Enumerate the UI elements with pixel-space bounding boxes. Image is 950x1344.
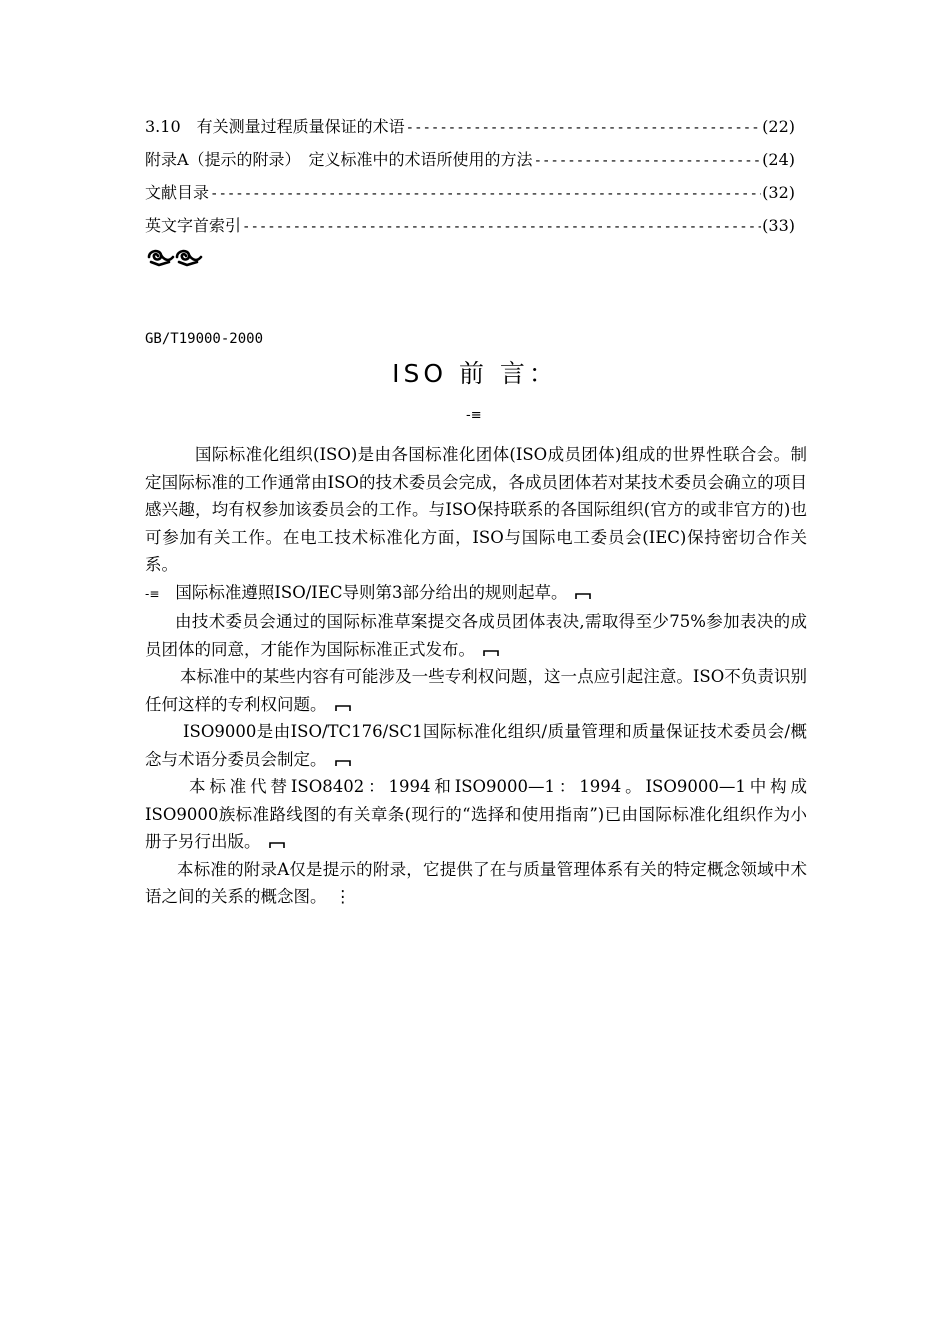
toc-entry[interactable] — [145, 215, 795, 248]
corner-mark-icon — [483, 650, 499, 657]
scroll-ornament-icon — [145, 245, 205, 273]
paragraph — [145, 718, 807, 773]
paragraph-text: 国际标准化组织(ISO)是由各国标准化团体(ISO成员团体)组成的世界性联合会。制定国际标准的工作通常由ISO的技术委员会完成，各成员团体若对某技术委员会确立的项目感兴趣，均有权参加该委员会的工作。与ISO保持联系的各国际组织(官方的或非官方的)也可参加有关工作。在电工技术标准化方面，ISO与国际电工委员会(IEC)保持密切合作关系。 — [145, 445, 807, 574]
paragraph-text: ISO9000是由ISO/TC176/SC1国际标准化组织/质量管理和质量保证技术委员会/概念与术语分委员会制定。 — [145, 722, 807, 769]
corner-mark-icon — [269, 842, 285, 849]
toc-entry-title: 附录A（提示的附录） 定义标准中的术语所使用的方法 — [145, 150, 533, 169]
paragraph — [145, 663, 807, 718]
toc-leader-dashes — [210, 185, 761, 203]
toc-entry-title: 3.10 有关测量过程质量保证的术语 — [145, 117, 405, 136]
paragraph-text: 国际标准遵照ISO/IEC导则第3部分给出的规则起草。 — [175, 582, 568, 602]
end-mark: ⋮ — [334, 887, 351, 906]
paragraph — [145, 441, 807, 579]
paragraph-text: 本标准中的某些内容有可能涉及一些专利权问题，这一点应引起注意。ISO不负责识别任何这样的专利权问题。 — [145, 667, 807, 714]
toc-leader-dashes — [242, 218, 761, 236]
toc-entry-title: 文献目录 — [145, 183, 210, 202]
paragraph-text: 本标准的附录A仅是提示的附录，它提供了在与质量管理体系有关的特定概念领域中术语之间的关系的概念图。 — [145, 859, 807, 906]
page-title: ISO 前 言： — [392, 359, 558, 388]
table-of-contents — [145, 116, 795, 248]
paragraph-text: 由技术委员会通过的国际标准草案提交各成员团体表决,需取得至少75%参加表决的成员团体的同意，才能作为国际标准正式发布。 — [145, 612, 807, 659]
corner-mark-icon — [335, 760, 351, 767]
paragraph — [145, 579, 807, 609]
paragraph — [145, 856, 807, 911]
corner-mark-icon — [575, 593, 591, 600]
toc-entry[interactable] — [145, 182, 795, 215]
section-mark: -≡ — [466, 408, 482, 423]
standard-code: GB/T19000-2000 — [145, 331, 264, 347]
toc-entry-page: (22) — [762, 117, 795, 136]
toc-leader-dashes — [534, 152, 762, 170]
paragraph-mark: -≡ — [145, 586, 160, 601]
foreword-body — [145, 441, 807, 911]
paragraph — [145, 773, 807, 856]
toc-entry-page: (24) — [762, 150, 795, 169]
corner-mark-icon — [335, 705, 351, 712]
toc-entry[interactable] — [145, 116, 795, 149]
toc-entry-page: (33) — [762, 216, 795, 235]
toc-entry-title: 英文字首索引 — [145, 216, 242, 235]
toc-entry[interactable] — [145, 149, 795, 182]
toc-entry-page: (32) — [762, 183, 795, 202]
paragraph — [145, 608, 807, 663]
toc-leader-dashes — [406, 119, 762, 137]
paragraph-text: 本标准代替ISO8402：1994和ISO9000—1：1994。ISO9000—1中构成ISO9000族标准路线图的有关章条(现行的“选择和使用指南”)已由国际标准化组织作为小册子另行出版。 — [145, 777, 807, 851]
